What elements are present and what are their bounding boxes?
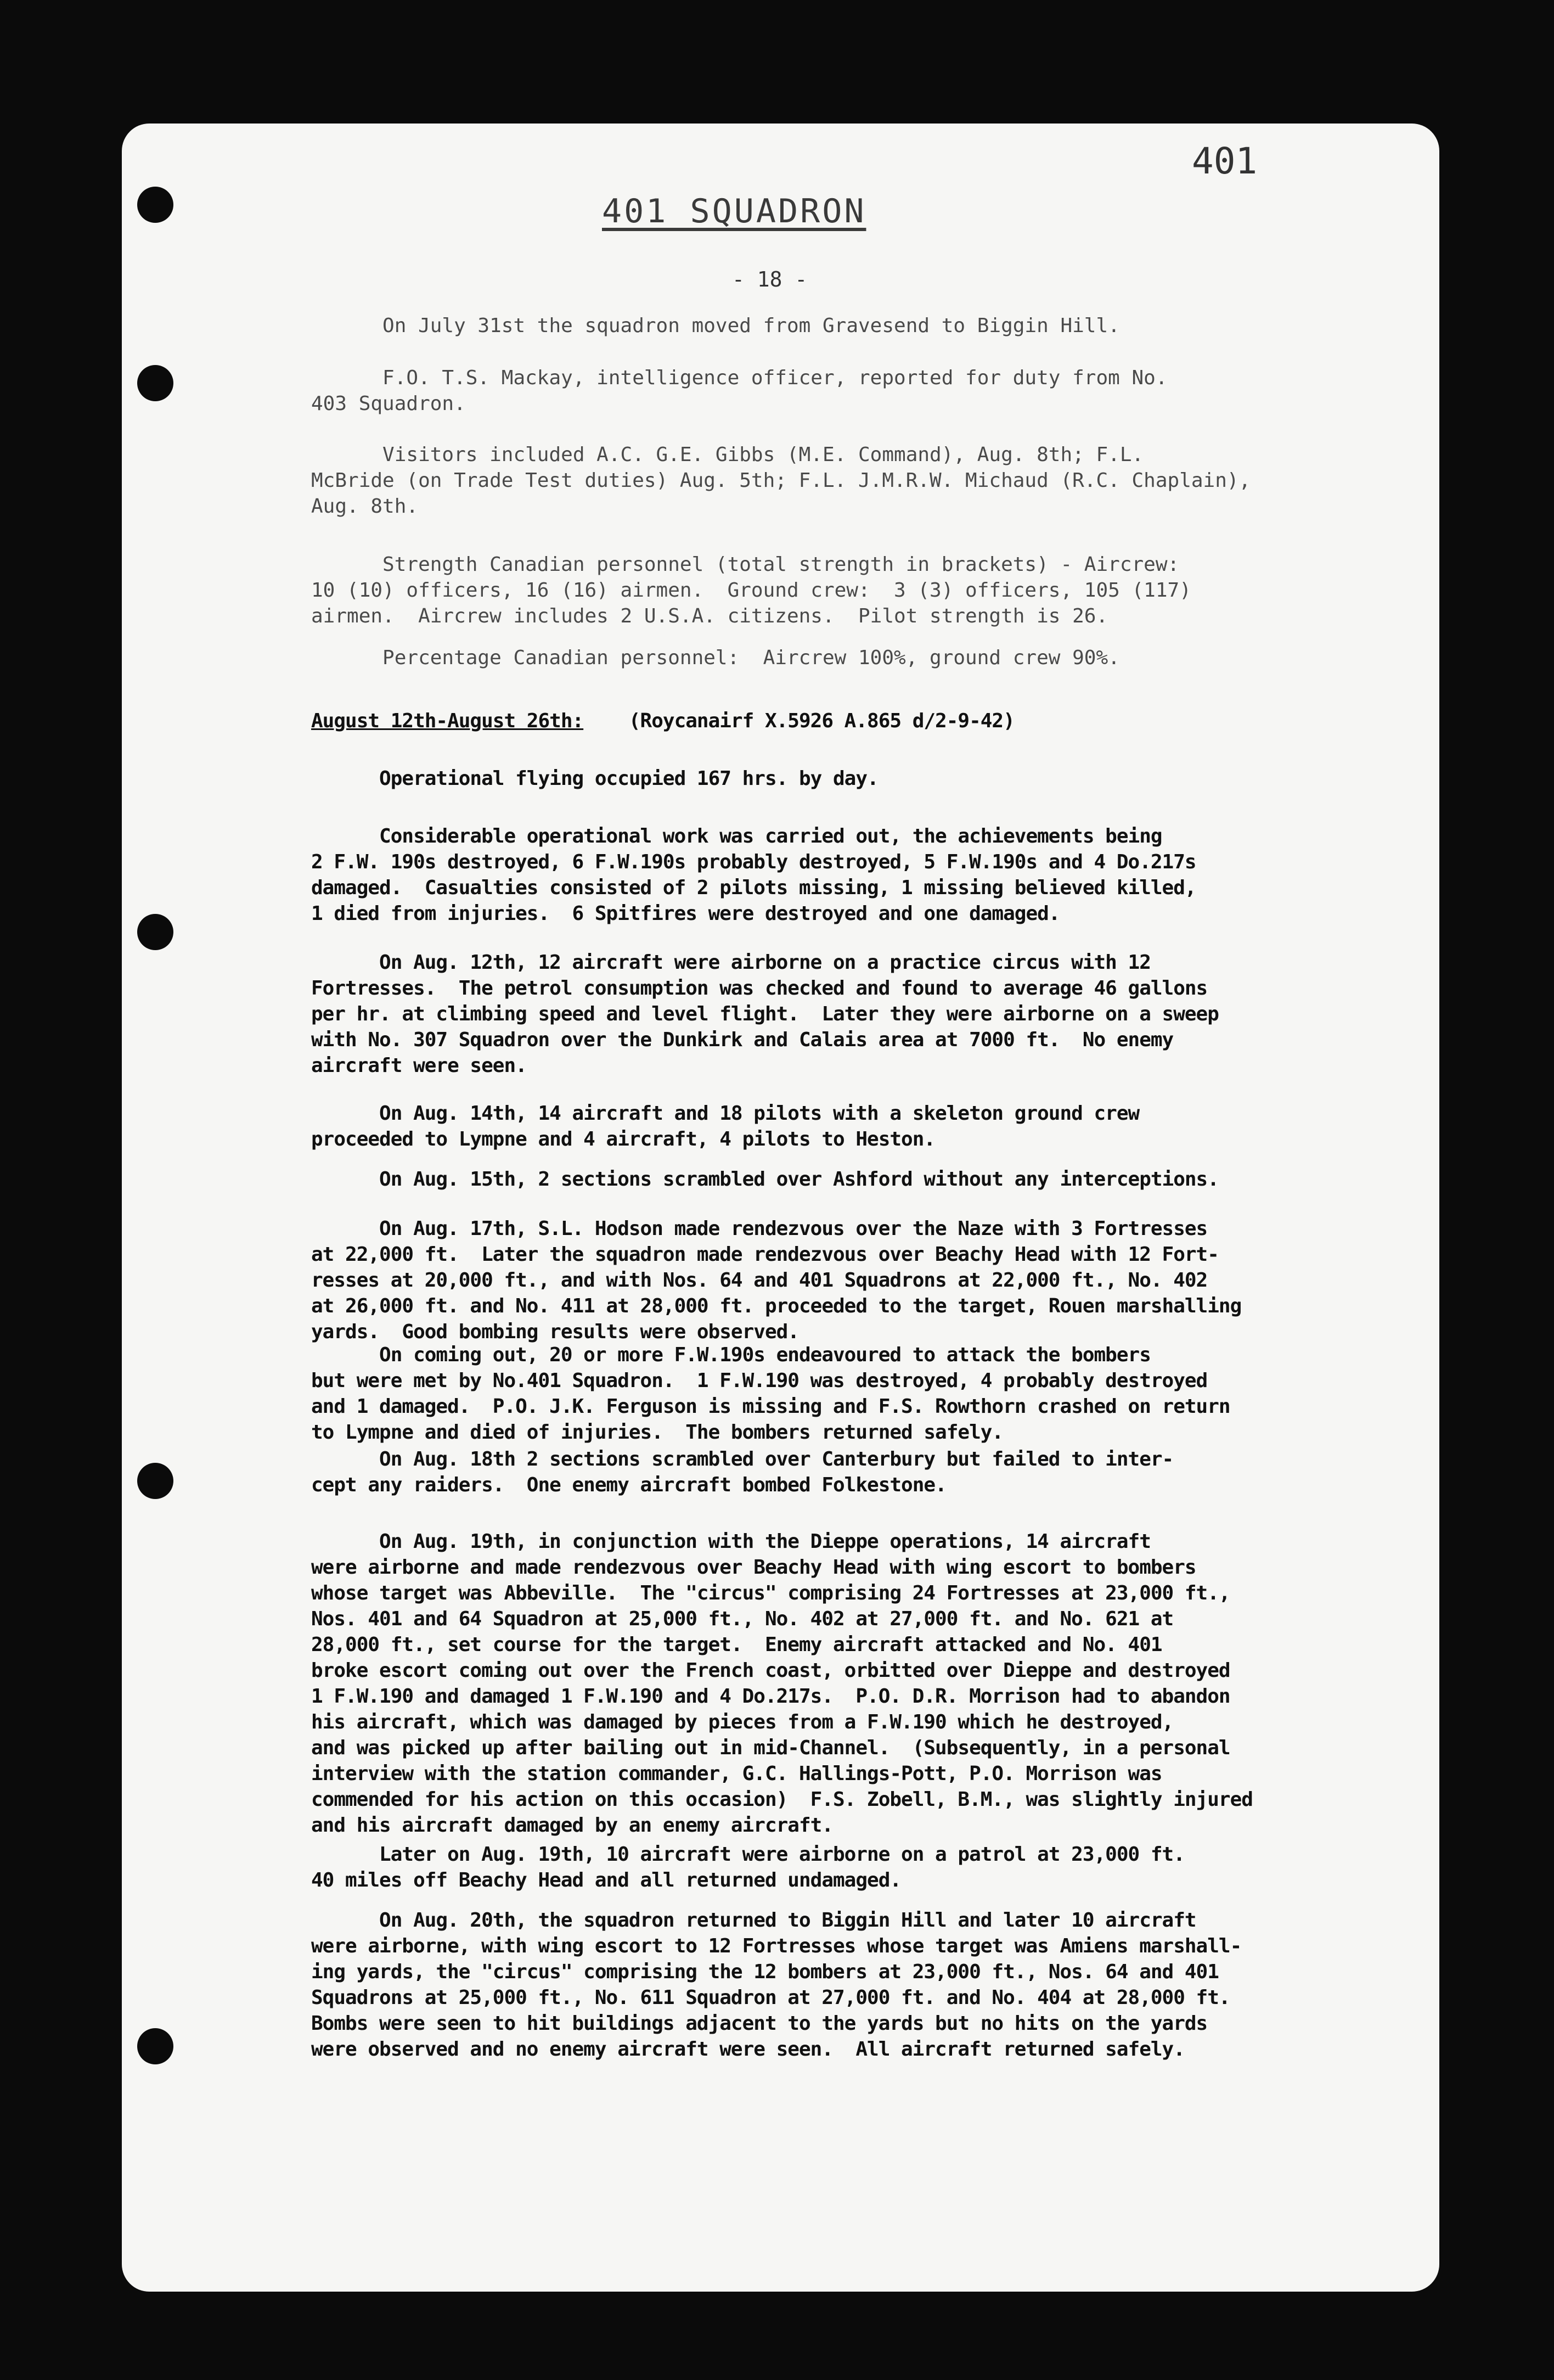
- text-line: Fortresses. The petrol consumption was checked and found to average 46 gallons: [311, 977, 1208, 1000]
- text-line: On Aug. 18th 2 sections scrambled over Canterbury but failed to inter-: [311, 1448, 1174, 1470]
- text-line: cept any raiders. One enemy aircraft bombed Folkestone.: [311, 1474, 947, 1496]
- text-line: his aircraft, which was damaged by pieces from a F.W.190 which he destroyed,: [311, 1711, 1174, 1733]
- text-line: Percentage Canadian personnel: Aircrew 100%, ground crew 90%.: [311, 647, 1120, 669]
- text-line: McBride (on Trade Test duties) Aug. 5th; F.L. J.M.R.W. Michaud (R.C. Chaplain),: [311, 469, 1251, 492]
- text-line: 2 F.W. 190s destroyed, 6 F.W.190s probably destroyed, 5 F.W.190s and 4 Do.217s: [311, 851, 1196, 873]
- paragraph: [311, 823, 1196, 927]
- text-line: and was picked up after bailing out in mid-Channel. (Subsequently, in a personal: [311, 1737, 1230, 1759]
- text-line: were observed and no enemy aircraft were seen. All aircraft returned safely.: [311, 2038, 1185, 2061]
- paragraph: [311, 1907, 1241, 2062]
- text-line: with No. 307 Squadron over the Dunkirk and Calais area at 7000 ft. No enemy: [311, 1029, 1174, 1051]
- paragraph: [311, 645, 1120, 671]
- paragraph: [311, 1446, 1173, 1498]
- text-line: Aug. 8th.: [311, 495, 419, 518]
- text-line: Strength Canadian personnel (total strength in brackets) - Aircrew:: [311, 553, 1180, 576]
- page-number: 401: [1192, 140, 1258, 182]
- text-line: 1 died from injuries. 6 Spitfires were destroyed and one damaged.: [311, 902, 1060, 925]
- text-line: yards. Good bombing results were observed.: [311, 1321, 799, 1343]
- text-line: broke escort coming out over the French coast, orbitted over Dieppe and destroyed: [311, 1659, 1230, 1682]
- text-line: On July 31st the squadron moved from Gravesend to Biggin Hill.: [311, 315, 1120, 337]
- text-line: 28,000 ft., set course for the target. Enemy aircraft attacked and No. 401: [311, 1634, 1162, 1656]
- text-line: On Aug. 14th, 14 aircraft and 18 pilots with a skeleton ground crew: [311, 1102, 1140, 1125]
- text-line: but were met by No.401 Squadron. 1 F.W.190 was destroyed, 4 probably destroyed: [311, 1369, 1208, 1392]
- paragraph: [311, 313, 1120, 339]
- paragraph: [311, 1529, 1253, 1838]
- text-line: On coming out, 20 or more F.W.190s endeavoured to attack the bombers: [311, 1344, 1151, 1366]
- text-line: Squadrons at 25,000 ft., No. 611 Squadron at 27,000 ft. and No. 404 at 28,000 ft.: [311, 1986, 1230, 2009]
- section-date-heading: August 12th-August 26th:: [311, 710, 584, 732]
- text-line: Later on Aug. 19th, 10 aircraft were airborne on a patrol at 23,000 ft.: [311, 1843, 1185, 1866]
- paragraph: [311, 442, 1251, 519]
- text-line: 1 F.W.190 and damaged 1 F.W.190 and 4 Do.217s. P.O. D.R. Morrison had to abandon: [311, 1685, 1230, 1708]
- text-line: at 26,000 ft. and No. 411 at 28,000 ft. proceeded to the target, Rouen marshalling: [311, 1295, 1242, 1317]
- text-line: commended for his action on this occasion) F.S. Zobell, B.M., was slightly injured: [311, 1788, 1253, 1811]
- binder-hole: [137, 1463, 173, 1499]
- paragraph: [311, 1101, 1139, 1152]
- paragraph: [311, 1166, 1219, 1192]
- text-line: resses at 20,000 ft., and with Nos. 64 and 401 Squadrons at 22,000 ft., No. 402: [311, 1269, 1208, 1292]
- text-line: and 1 damaged. P.O. J.K. Ferguson is missing and F.S. Rowthorn crashed on return: [311, 1395, 1230, 1418]
- text-line: whose target was Abbeville. The "circus" comprising 24 Fortresses at 23,000 ft.,: [311, 1582, 1230, 1604]
- binder-hole: [137, 2028, 173, 2064]
- text-line: 40 miles off Beachy Head and all returned undamaged.: [311, 1869, 902, 1891]
- binder-hole: [137, 914, 173, 950]
- text-line: Visitors included A.C. G.E. Gibbs (M.E. Command), Aug. 8th; F.L.: [311, 444, 1144, 466]
- text-line: 403 Squadron.: [311, 392, 466, 415]
- text-line: per hr. at climbing speed and level flight. Later they were airborne on a sweep: [311, 1003, 1219, 1025]
- text-line: On Aug. 19th, in conjunction with the Dieppe operations, 14 aircraft: [311, 1530, 1151, 1553]
- text-line: Bombs were seen to hit buildings adjacent to the yards but no hits on the yards: [311, 2012, 1208, 2035]
- paragraph: [311, 1342, 1230, 1445]
- text-line: On Aug. 15th, 2 sections scrambled over Ashford without any interceptions.: [311, 1168, 1219, 1191]
- paragraph: [311, 1216, 1241, 1345]
- paragraph: [311, 766, 879, 792]
- text-line: On Aug. 12th, 12 aircraft were airborne on a practice circus with 12: [311, 951, 1151, 974]
- text-line: proceeded to Lympne and 4 aircraft, 4 pilots to Heston.: [311, 1128, 936, 1150]
- text-line: On Aug. 20th, the squadron returned to Biggin Hill and later 10 aircraft: [311, 1909, 1196, 1932]
- paragraph: [311, 708, 1015, 734]
- paragraph: [311, 365, 1168, 417]
- reference-code: (Roycanairf X.5926 A.865 d/2-9-42): [583, 710, 1015, 732]
- text-line: were airborne and made rendezvous over Beachy Head with wing escort to bombers: [311, 1556, 1196, 1579]
- sub-page-number: - 18 -: [732, 267, 808, 291]
- text-line: Considerable operational work was carried out, the achievements being: [311, 825, 1162, 847]
- text-line: F.O. T.S. Mackay, intelligence officer, reported for duty from No.: [311, 367, 1168, 389]
- paragraph: [311, 950, 1219, 1079]
- text-line: to Lympne and died of injuries. The bombers returned safely.: [311, 1421, 1004, 1444]
- text-line: 10 (10) officers, 16 (16) airmen. Ground crew: 3 (3) officers, 105 (117): [311, 579, 1191, 602]
- text-line: at 22,000 ft. Later the squadron made rendezvous over Beachy Head with 12 Fort-: [311, 1243, 1219, 1266]
- text-line: and his aircraft damaged by an enemy aircraft.: [311, 1814, 833, 1837]
- document-page: [122, 124, 1439, 2292]
- text-line: ing yards, the "circus" comprising the 12 bombers at 23,000 ft., Nos. 64 and 401: [311, 1961, 1219, 1983]
- text-line: On Aug. 17th, S.L. Hodson made rendezvous over the Naze with 3 Fortresses: [311, 1217, 1208, 1240]
- text-line: Operational flying occupied 167 hrs. by day.: [311, 767, 879, 790]
- binder-hole: [137, 187, 173, 223]
- text-line: airmen. Aircrew includes 2 U.S.A. citizens. Pilot strength is 26.: [311, 605, 1108, 627]
- text-line: aircraft were seen.: [311, 1054, 527, 1077]
- text-line: damaged. Casualties consisted of 2 pilots missing, 1 missing believed killed,: [311, 877, 1196, 899]
- text-line: were airborne, with wing escort to 12 Fortresses whose target was Amiens marshall-: [311, 1935, 1242, 1957]
- binder-hole: [137, 365, 173, 401]
- paragraph: [311, 552, 1191, 629]
- page-heading: 401 SQUADRON: [602, 192, 866, 231]
- text-line: interview with the station commander, G.C. Hallings-Pott, P.O. Morrison was: [311, 1762, 1162, 1785]
- paragraph: [311, 1842, 1185, 1893]
- text-line: Nos. 401 and 64 Squadron at 25,000 ft., No. 402 at 27,000 ft. and No. 621 at: [311, 1608, 1174, 1630]
